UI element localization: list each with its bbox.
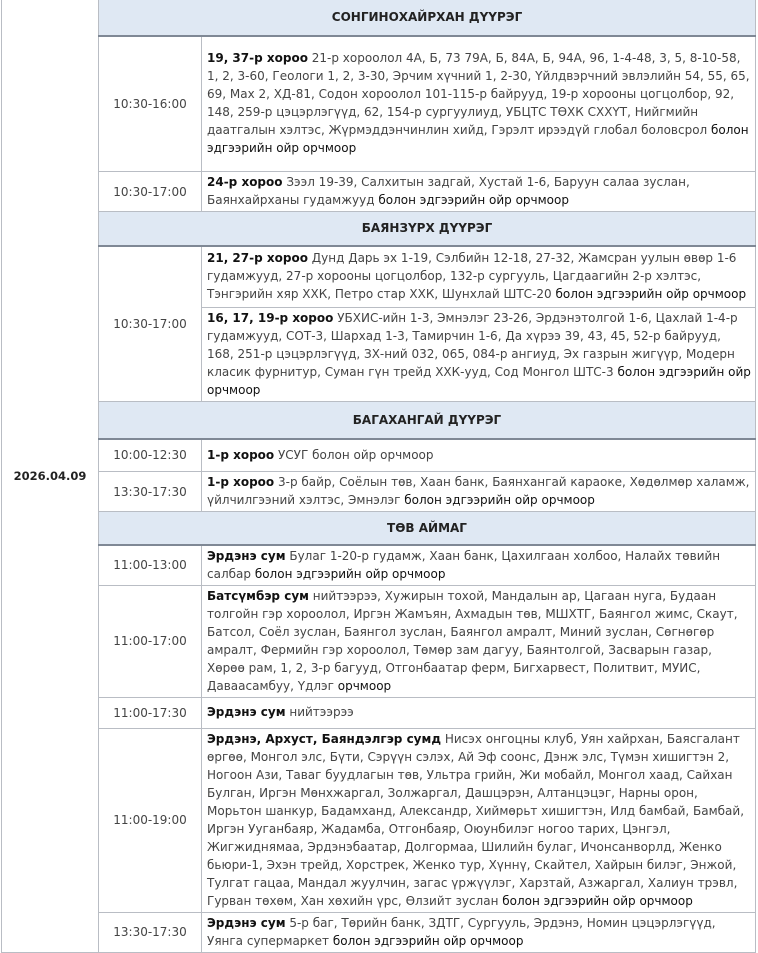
vicinity-text: болон эдгээрийн ойр орчмоор — [207, 123, 749, 156]
area-description — [202, 439, 756, 472]
vicinity-text: болон эдгээрийн ойр орчмоор — [400, 493, 595, 507]
area-description — [202, 545, 756, 586]
locations-text: нийтээрээ — [285, 705, 354, 719]
area-description — [202, 172, 756, 212]
locations-text: Булаг 1-20-р гудамж, Хаан банк, Цахилгаан холбоо, Налайх төвийн салбар — [207, 548, 721, 581]
locations-text: Зээл 19-39, Салхитын задгай, Хустай 1-6, Баруун салаа зуслан, Баянхайрханы гудамжууд — [207, 175, 690, 207]
locations-text: УБХИС-ийн 1-3, Эмнэлэг 23-26, Эрдэнэтолгой 1-6, Цахлай 1-4-р гудамжууд, СОТ-3, Шархад 1-3, Тамирчин 1-6, Да хүрээ 39, 43, 45, 52-р байрууд, 168, 251-р цэцэрлэгүүд, ЗХ-ний 032, 065, 084-р ангиуд, Эх газрын жигүүр, Модерн класик фурнитур, Суман гүн трейд ХХК-ууд, Сод Монгол ШТС-3 — [207, 311, 738, 379]
area-description — [202, 246, 756, 308]
district-header-row — [2, 512, 756, 545]
area-description — [202, 728, 756, 912]
area-name: 24-р хороо — [207, 175, 283, 189]
table-row — [2, 697, 756, 728]
vicinity-text: болон эдгээрийн ойр орчмоор — [251, 566, 446, 581]
time-range: 11:00-13:00 — [99, 545, 202, 586]
outage-schedule-table — [1, 0, 756, 953]
area-description — [202, 472, 756, 512]
locations-text: 3-р байр, Соёлын төв, Хаан банк, Баянхангай караоке, Хөдөлмөр халамж, үйлчилгээний хэлтэс, Эмнэлэг — [207, 475, 750, 507]
district-title: СОНГИНОХАЙРХАН ДҮҮРЭГ — [99, 0, 756, 36]
vicinity-text: болон эдгээрийн ойр орчмоор — [498, 893, 693, 908]
area-description — [202, 308, 756, 402]
table-row — [2, 172, 756, 212]
time-range: 10:30-17:00 — [99, 246, 202, 402]
district-title: БАГАХАНГАЙ ДҮҮРЭГ — [99, 402, 756, 439]
locations-text: 5-р баг, Төрийн банк, ЗДТГ, Сургууль, Эрдэнэ, Номин цэцэрлэгүүд, Уянга супермаркет — [207, 915, 716, 948]
time-range: 11:00-17:30 — [99, 697, 202, 728]
table-row — [2, 439, 756, 472]
district-header-row — [2, 402, 756, 439]
vicinity-text: болон эдгээрийн ойр орчмоор — [551, 287, 747, 302]
vicinity-text: болон эдгээрийн ойр орчмоор — [374, 193, 569, 207]
district-title: ТӨВ АЙМАГ — [99, 512, 756, 545]
area-name: 16, 17, 19-р хороо — [207, 311, 334, 325]
area-description — [202, 585, 756, 697]
district-title: БАЯНЗҮРХ ДҮҮРЭГ — [99, 212, 756, 246]
district-header-row — [2, 212, 756, 246]
locations-text: Дунд Дарь эх 1-19, Сэлбийн 12-18, 27-32, Жамсран уулын өвөр 1-6 гудамжууд, 27-р хорооны цогцолбор, 132-р сургууль, Цагдаагийн 2-р хэлтэс, Тэнгэрийн хяр ХХК, Петро стар ХХК, Шунхлай ШТС-20 — [207, 251, 737, 302]
vicinity-text: болон эдгээрийн ойр орчмоор — [329, 933, 524, 948]
area-name: Эрдэнэ сум — [207, 915, 286, 930]
table-row — [2, 912, 756, 952]
locations-text: нийтээрээ, Хужирын тохой, Мандалын ар, Цагаан нуга, Будаан толгойн гэр хороолол, Иргэн Жамъян, Ахмадын төв, МШХТГ, Баянгол жимс, Скаут, Батсол, Соёл зуслан, Баянгол зуслан, Баянгол амралт, Миний зуслан, Сөгнөгөр амралт, Фермийн гэр хороолол, Төмөр зам дагуу, Баянтолгой, Засварын газар, Хөрөө рам, 1, 2, 3-р багууд, Отгонбаатар ферм, Бигхарвест, Политвит, МУИС, Даваасамбуу, Үдлэг — [207, 588, 738, 693]
table-row — [2, 585, 756, 697]
locations-text: Нисэх онгоцны клуб, Уян хайрхан, Баясгалант өргөө, Монгол элс, Бүти, Сэрүүн сэлэх, Ай Эф соонс, Дэнж элс, Түмэн хишигтэн 2, Ногоон Ази, Тавaг буудлагын төв, Ультра грийн, Жи мобайл, Монгол хаад, Сайхан Булган, Иргэн Мөнхжаргал, Золжаргал, Дашцэрэн, Алтанцэцэг, Нарны орон, Морьтон шанкур, Бадамханд, Александр, Хиймөрьт хишигтэн, Илд бамбай, Бамбай, Иргэн Ууганбаяр, Жадамба, Отгонбаяр, Оюунбилэг ногоо тарих, Цэнгэл, Жигжиднямаа, Эрдэнэбаатар, Долгормаа, Шилийн булаг, Ичонсанворлд, Женко бьюри-1, Эхэн трейд, Хорстрек, Женко тур, Хүннү, Скайтел, Хайрын билэг, Энжой, Тулгат гацаа, Мандал жуулчин, загас үржүүлэг, Харзтай, Азжаргал, Халиун трэвл, Гурван төхөм, Хан хөхийн үрс, Өлзийт зуслан — [207, 731, 745, 908]
area-name: 21, 27-р хороо — [207, 251, 308, 266]
vicinity-text: орчмоор — [333, 678, 392, 693]
time-range: 11:00-19:00 — [99, 728, 202, 912]
area-name: 1-р хороо — [207, 475, 275, 489]
time-range: 10:30-16:00 — [99, 36, 202, 172]
area-name: Эрдэнэ сум — [207, 548, 286, 563]
district-header-row — [2, 0, 756, 36]
area-name: Эрдэнэ, Архуст, Баяндэлгэр сумд — [207, 731, 442, 746]
time-range: 11:00-17:00 — [99, 585, 202, 697]
area-name: 19, 37-р хороо — [207, 51, 308, 66]
table-row — [2, 36, 756, 172]
area-description — [202, 36, 756, 172]
vicinity-text: болон эдгээрийн ойр орчмоор — [207, 365, 751, 397]
area-name: Батсүмбэр сум — [207, 588, 309, 603]
area-name: Эрдэнэ сум — [207, 705, 286, 719]
schedule-date: 2026.04.09 — [2, 0, 99, 952]
table-row — [2, 246, 756, 308]
table-row — [2, 545, 756, 586]
locations-text: УСУГ болон ойр орчмоор — [274, 447, 434, 462]
time-range: 10:30-17:00 — [99, 172, 202, 212]
locations-text: 21-р хороолол 4А, Б, 73 79А, Б, 84А, Б, 94А, 96, 1-4-48, 3, 5, 8-10-58, 1, 2, 3-60, Геологи 1, 2, 3-30, Эрчим хүчний 1, 2-30, Үйлдвэрчний эвлэлийн 54, 55, 65, 69, Мах 2, ХД-81, Содон хороолол 101-115-р байрууд, 19-р хорооны цогцолбор, 92, 148, 259-р цэцэрлэгүүд, 62, 154-р сургуулиуд, УБЦТС ТӨХК СХХҮТ, Нийгмийн даатгалын хэлтэс, Жүрмэддэнчинлин хийд, Гэрэлт ирээдүй глобал боловсрол — [207, 51, 750, 138]
time-range: 13:30-17:30 — [99, 912, 202, 952]
time-range: 13:30-17:30 — [99, 472, 202, 512]
table-row — [2, 728, 756, 912]
area-description — [202, 912, 756, 952]
time-range: 10:00-12:30 — [99, 439, 202, 472]
area-description — [202, 697, 756, 728]
table-row — [2, 472, 756, 512]
area-name: 1-р хороо — [207, 447, 275, 462]
